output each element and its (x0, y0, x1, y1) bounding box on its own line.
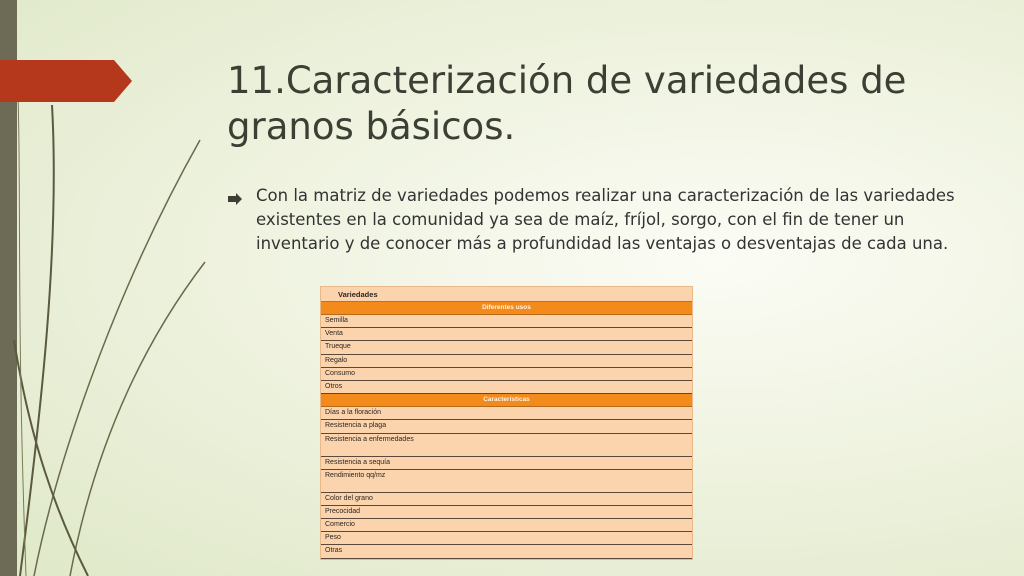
table-row: Resistencia a plaga (321, 420, 692, 433)
table-row: Días a la floración (321, 407, 692, 420)
table-row: Precocidad (321, 506, 692, 519)
table-row: Resistencia a enfermedades (321, 434, 692, 457)
section-uses: Diferentes usos (321, 302, 692, 315)
table-row: Otras (321, 545, 692, 558)
table-row: Trueque (321, 341, 692, 354)
table-row: Peso (321, 532, 692, 545)
variety-matrix-table (320, 286, 693, 560)
table-row: Color del grano (321, 493, 692, 506)
table-row: Otros (321, 381, 692, 394)
table-row: Semilla (321, 315, 692, 328)
table-row: Consumo (321, 368, 692, 381)
table-row: Comercio (321, 519, 692, 532)
table-row: Venta (321, 328, 692, 341)
bullet-item (227, 184, 962, 256)
bullet-text: Con la matriz de variedades podemos realizar una caracterización de las variedades existentes en la comunidad ya sea de maíz, fríjol, sorgo, con el fin de tener un inventario y de conocer más a profundidad las ventajas o desventajas de cada una. (256, 186, 955, 253)
table-row: Resistencia a sequía (321, 457, 692, 470)
title-marker-shape (0, 60, 132, 102)
matrix-header: Variedades (321, 287, 692, 302)
table-row: Regalo (321, 355, 692, 368)
section-characteristics: Características (321, 394, 692, 407)
slide-title: 11.Caracterización de variedades de granos básicos. (227, 59, 907, 148)
pointing-arrow-icon (227, 190, 243, 202)
table-row: Rendimiento qq/mz (321, 470, 692, 493)
